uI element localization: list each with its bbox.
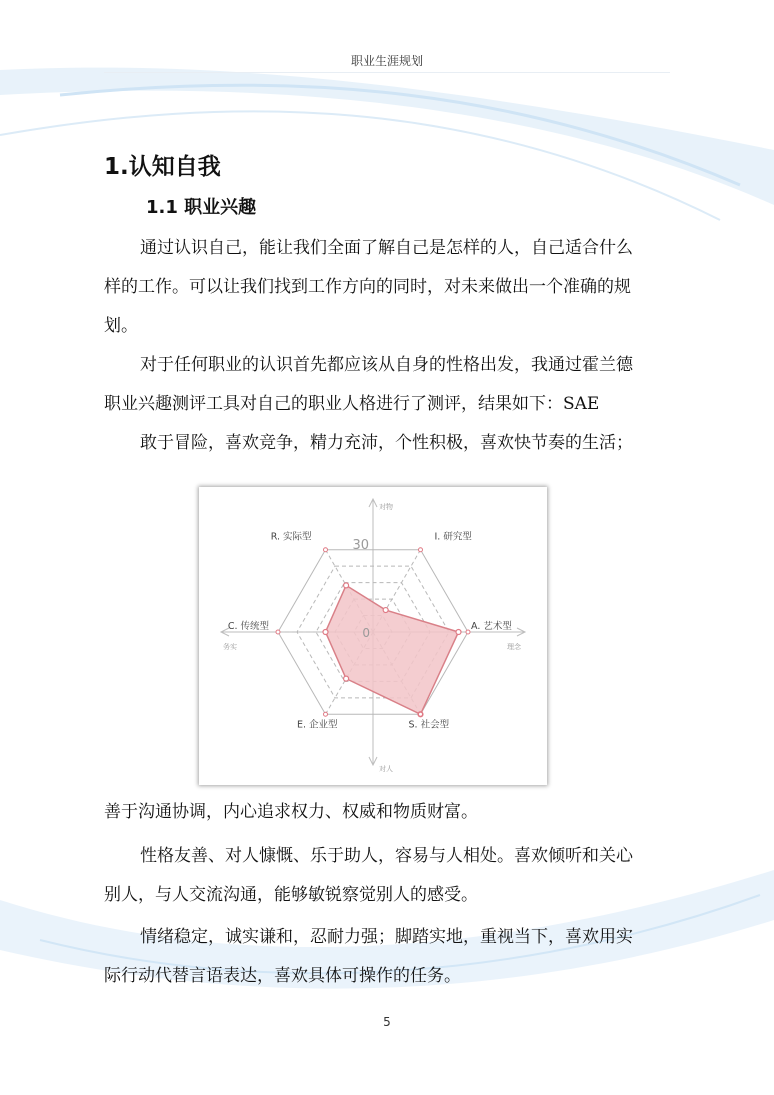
radar-data-point: [456, 630, 461, 635]
radar-vertex-marker: [324, 548, 328, 552]
scale-min-label: 0: [362, 626, 370, 640]
radar-chart-svg: [199, 487, 547, 785]
axis-direction-label-top: 对物: [379, 503, 393, 511]
radar-vertex-marker: [419, 712, 423, 716]
radar-data-point: [323, 630, 328, 635]
radar-data-point: [383, 608, 388, 613]
paragraph-line: 性格友善、对人慷慨、乐于助人，容易与人相处。喜欢倾听和关心: [140, 846, 633, 866]
paragraph-realistic: [104, 918, 670, 996]
page-number: 5: [383, 1015, 391, 1029]
paragraph-enterprising-cont: [104, 793, 670, 832]
paragraph-line: 对于任何职业的认识首先都应该从自身的性格出发，我通过霍兰德: [140, 355, 633, 375]
paragraph-line: 样的工作。可以让我们找到工作方向的同时，对未来做出一个准确的规: [104, 277, 631, 297]
paragraph-line: 际行动代替言语表达，喜欢具体可操作的任务。: [104, 966, 461, 986]
radar-data-point: [344, 583, 349, 588]
paragraph-line: 别人，与人交流沟通，能够敏锐察觉别人的感受。: [104, 885, 478, 905]
radar-vertex-marker: [276, 630, 280, 634]
paragraph-line: 职业兴趣测评工具对自己的职业人格进行了测评，结果如下：SAE: [104, 394, 600, 414]
axis-direction-label-bottom: 对人: [379, 765, 393, 773]
paragraph-line: 划。: [104, 316, 138, 336]
running-header: 职业生涯规划: [350, 54, 423, 68]
axis-direction-label-right: 理念: [507, 643, 521, 651]
radar-category-label: E. 企业型: [296, 719, 338, 731]
paragraph-intro: [104, 229, 670, 346]
radar-vertex-marker: [466, 630, 470, 634]
radar-category-label: I. 研究型: [434, 531, 472, 543]
radar-vertex-marker: [419, 548, 423, 552]
header-divider: [104, 72, 670, 73]
heading-level-1: 1.认知自我: [104, 154, 221, 180]
paragraph-assessment: [104, 346, 670, 424]
radar-data-area: [326, 585, 459, 714]
paragraph-line: 情绪稳定，诚实谦和，忍耐力强；脚踏实地，重视当下，喜欢用实: [140, 927, 633, 947]
radar-category-label: A. 艺术型: [471, 621, 512, 632]
radar-category-label: S. 社会型: [408, 719, 450, 731]
paragraph-line: 通过认识自己，能让我们全面了解自己是怎样的人，自己适合什么: [140, 238, 633, 258]
axis-direction-label-left: 务实: [223, 643, 237, 651]
paragraph-line: 善于沟通协调，内心追求权力、权威和物质财富。: [104, 802, 478, 822]
paragraph-social: [104, 837, 670, 915]
paragraph-line: 敢于冒险，喜欢竞争，精力充沛，个性积极，喜欢快节奏的生活；: [140, 433, 633, 453]
radar-data-point: [344, 676, 349, 681]
radar-category-label: R. 实际型: [270, 531, 312, 543]
holland-radar-chart: [199, 487, 547, 785]
scale-max-label: 30: [352, 538, 369, 553]
radar-category-label: C. 传统型: [227, 621, 269, 632]
radar-vertex-marker: [324, 712, 328, 716]
paragraph-enterprising: [104, 424, 670, 463]
heading-level-2: 1.1 职业兴趣: [146, 197, 257, 218]
